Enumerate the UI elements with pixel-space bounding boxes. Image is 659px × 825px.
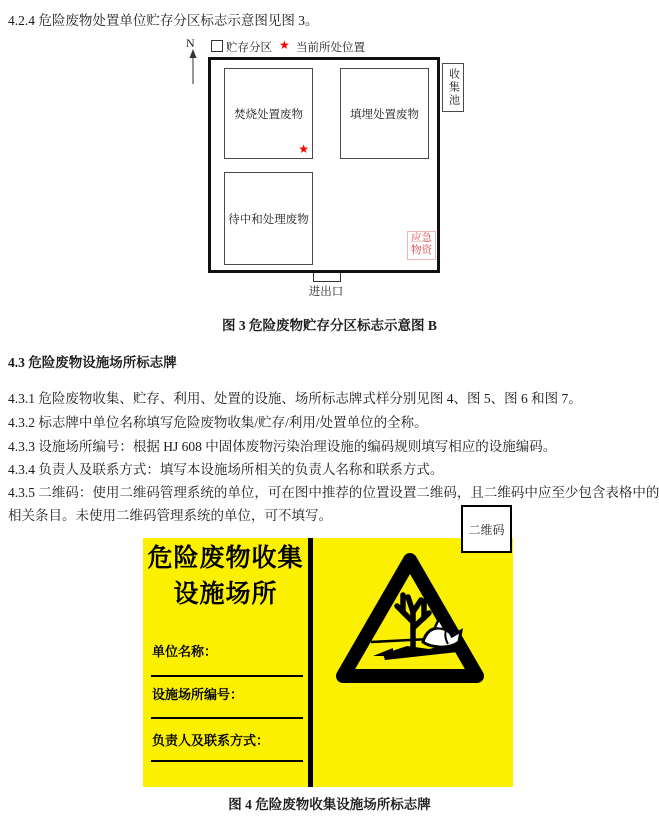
section-4-3-3-text: 4.3.3 设施场所编号：根据 HJ 608 中固体废物污染治理设施的编码规则填写相应的设施编码。	[8, 439, 557, 454]
figure4-caption: 图 4 危险废物收集设施场所标志牌	[228, 797, 431, 812]
environmental-hazard-warning-icon	[335, 548, 485, 690]
north-arrow-icon	[187, 49, 199, 85]
section-4-3-1-text: 4.3.1 危险废物收集、贮存、利用、处置的设施、场所标志牌式样分别见图 4、图 5、图 6 和图 7。	[8, 391, 582, 406]
zone-neutralization	[224, 172, 313, 265]
emergency-supplies-label-line1: 应急	[411, 233, 432, 244]
zone-neutralization-label: 待中和处理废物	[228, 213, 309, 226]
legend-star-label: 当前所处位置	[296, 42, 365, 54]
legend-star-icon: ★	[279, 38, 290, 52]
sign-divider	[308, 538, 313, 787]
qr-code-label: 二维码	[468, 522, 505, 537]
zone-incineration-label: 焚烧处置废物	[234, 108, 303, 121]
zone-landfill	[340, 68, 429, 159]
emergency-supplies-label-line2: 物资	[411, 245, 432, 256]
figure3-caption: 图 3 危险废物贮存分区标志示意图 B	[222, 318, 437, 333]
zone-landfill-label: 填埋处置废物	[350, 108, 419, 121]
hazardous-waste-sign	[143, 538, 513, 787]
sign-field-facility-code-label: 设施场所编号：	[152, 687, 244, 702]
zone-incineration	[224, 68, 313, 159]
legend-zone-label: 贮存分区	[226, 42, 272, 54]
sign-field-unit-name-line	[151, 675, 303, 677]
current-location-star-icon: ★	[298, 142, 309, 156]
sign-title-line2: 设施场所	[173, 580, 278, 608]
sign-field-unit-name-label: 单位名称：	[152, 644, 218, 659]
emergency-supplies-box	[407, 231, 436, 260]
section-4-3-5-text: 4.3.5 二维码：使用二维码管理系统的单位，可在图中推荐的位置设置二维码，且二维码中应至少包含表格中的相关条目。未使用二维码管理系统的单位，可不填写。	[8, 485, 659, 523]
legend-zone-swatch	[211, 40, 223, 52]
figure3-diagram	[0, 0, 659, 310]
sign-field-contact-label: 负责人及联系方式：	[152, 733, 270, 748]
sign-field-facility-code-line	[151, 717, 303, 719]
entrance-label: 进出口	[308, 286, 344, 298]
section-4-3-2-text: 4.3.2 标志牌中单位名称填写危险废物收集/贮存/利用/处置单位的全称。	[8, 415, 428, 430]
section-4-3-heading: 4.3 危险废物设施场所标志牌	[8, 355, 177, 370]
sign-title-line1: 危险废物收集	[147, 544, 304, 572]
entrance-notch	[313, 273, 341, 282]
section-4-3-4-text: 4.3.4 负责人及联系方式：填写本设施场所相关的负责人名称和联系方式。	[8, 462, 444, 477]
sign-field-contact-line	[151, 760, 303, 762]
section-4-2-4-text: 4.2.4 危险废物处置单位贮存分区标志示意图见图 3。	[8, 13, 319, 28]
collection-pool-label: 收集池	[447, 68, 460, 107]
north-label: N	[186, 36, 195, 50]
qr-code-box	[461, 505, 512, 553]
collection-pool	[442, 63, 464, 112]
